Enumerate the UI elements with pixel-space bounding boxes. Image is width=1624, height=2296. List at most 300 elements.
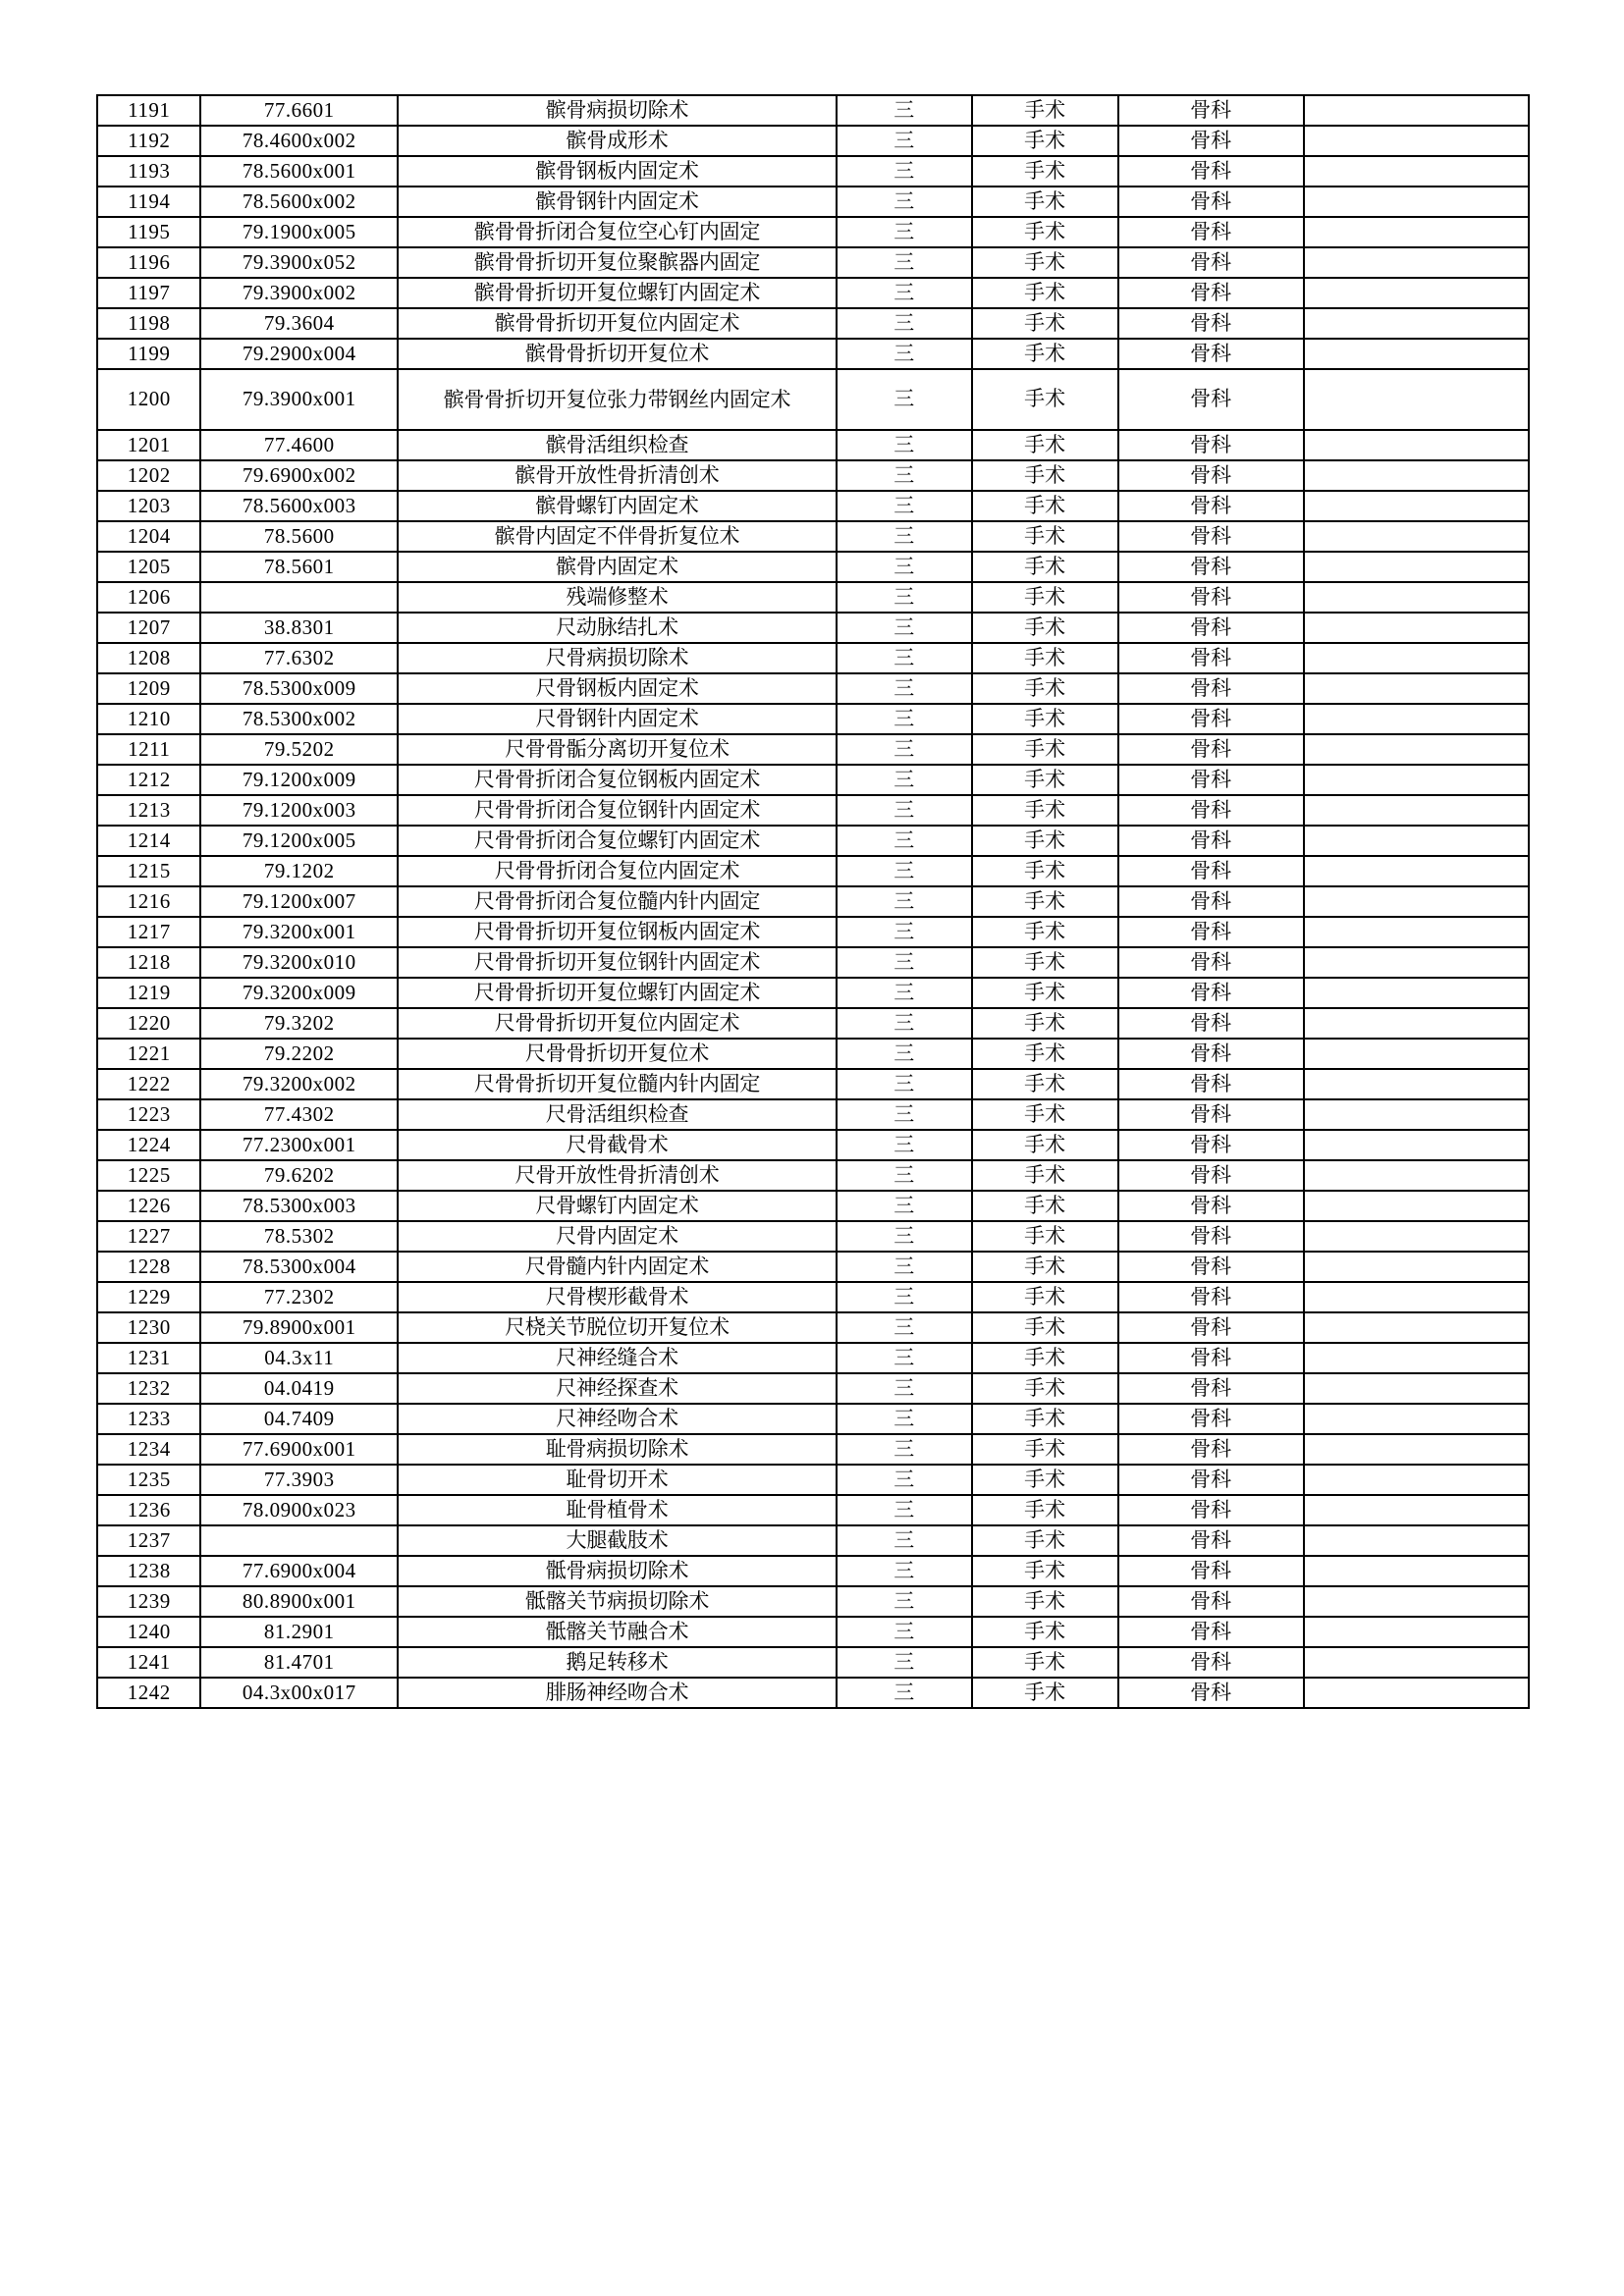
cell-note [1304, 187, 1529, 217]
cell-seq: 1242 [97, 1678, 200, 1708]
cell-note [1304, 1008, 1529, 1039]
cell-type: 手术 [972, 156, 1118, 187]
cell-seq: 1215 [97, 856, 200, 886]
cell-level: 三 [837, 552, 972, 582]
cell-level: 三 [837, 1039, 972, 1069]
cell-name: 耻骨植骨术 [398, 1495, 837, 1525]
cell-name: 髌骨骨折闭合复位空心钉内固定 [398, 217, 837, 247]
cell-note [1304, 1647, 1529, 1678]
cell-dept: 骨科 [1118, 1039, 1304, 1069]
cell-type: 手术 [972, 1586, 1118, 1617]
cell-level: 三 [837, 917, 972, 947]
cell-level: 三 [837, 947, 972, 978]
cell-name: 髌骨骨折切开复位内固定术 [398, 308, 837, 339]
procedure-catalog-table [96, 94, 1530, 1709]
table-row [97, 187, 1529, 217]
cell-dept: 骨科 [1118, 856, 1304, 886]
cell-note [1304, 826, 1529, 856]
cell-code: 77.3903 [200, 1465, 398, 1495]
cell-seq: 1204 [97, 521, 200, 552]
cell-type: 手术 [972, 1556, 1118, 1586]
cell-type: 手术 [972, 1404, 1118, 1434]
cell-name: 髌骨骨折切开复位螺钉内固定术 [398, 278, 837, 308]
cell-seq: 1212 [97, 765, 200, 795]
cell-dept: 骨科 [1118, 247, 1304, 278]
cell-seq: 1220 [97, 1008, 200, 1039]
cell-code: 78.5300x009 [200, 673, 398, 704]
cell-name: 耻骨切开术 [398, 1465, 837, 1495]
cell-code [200, 582, 398, 613]
table-row [97, 1191, 1529, 1221]
cell-dept: 骨科 [1118, 308, 1304, 339]
cell-dept: 骨科 [1118, 339, 1304, 369]
cell-name: 髌骨螺钉内固定术 [398, 491, 837, 521]
cell-note [1304, 247, 1529, 278]
cell-seq: 1225 [97, 1160, 200, 1191]
cell-type: 手术 [972, 460, 1118, 491]
cell-note [1304, 521, 1529, 552]
table-row [97, 521, 1529, 552]
table-row [97, 673, 1529, 704]
cell-code: 77.2302 [200, 1282, 398, 1312]
cell-type: 手术 [972, 704, 1118, 734]
cell-dept: 骨科 [1118, 1160, 1304, 1191]
cell-level: 三 [837, 1647, 972, 1678]
cell-type: 手术 [972, 552, 1118, 582]
cell-code: 81.2901 [200, 1617, 398, 1647]
cell-code: 78.5600 [200, 521, 398, 552]
cell-code: 79.1200x003 [200, 795, 398, 826]
table-row [97, 308, 1529, 339]
cell-note [1304, 1495, 1529, 1525]
cell-code: 79.1200x007 [200, 886, 398, 917]
cell-name: 尺骨骨折切开复位髓内针内固定 [398, 1069, 837, 1099]
cell-name: 尺骨骨折切开复位内固定术 [398, 1008, 837, 1039]
cell-dept: 骨科 [1118, 1008, 1304, 1039]
cell-code: 04.7409 [200, 1404, 398, 1434]
cell-seq: 1194 [97, 187, 200, 217]
cell-name: 骶骨病损切除术 [398, 1556, 837, 1586]
table-row [97, 1130, 1529, 1160]
cell-type: 手术 [972, 1343, 1118, 1373]
cell-note [1304, 95, 1529, 126]
cell-code: 78.5302 [200, 1221, 398, 1252]
cell-dept: 骨科 [1118, 643, 1304, 673]
cell-type: 手术 [972, 1434, 1118, 1465]
cell-note [1304, 1434, 1529, 1465]
cell-code: 79.2900x004 [200, 339, 398, 369]
cell-dept: 骨科 [1118, 1373, 1304, 1404]
table-row [97, 917, 1529, 947]
cell-note [1304, 1252, 1529, 1282]
cell-dept: 骨科 [1118, 1586, 1304, 1617]
table-row [97, 1434, 1529, 1465]
cell-dept: 骨科 [1118, 673, 1304, 704]
cell-seq: 1231 [97, 1343, 200, 1373]
cell-seq: 1224 [97, 1130, 200, 1160]
cell-level: 三 [837, 430, 972, 460]
cell-type: 手术 [972, 582, 1118, 613]
cell-type: 手术 [972, 795, 1118, 826]
cell-seq: 1229 [97, 1282, 200, 1312]
cell-dept: 骨科 [1118, 1130, 1304, 1160]
cell-note [1304, 308, 1529, 339]
cell-seq: 1235 [97, 1465, 200, 1495]
table-row [97, 460, 1529, 491]
cell-level: 三 [837, 187, 972, 217]
cell-code: 79.2202 [200, 1039, 398, 1069]
cell-code: 79.3604 [200, 308, 398, 339]
cell-name: 尺桡关节脱位切开复位术 [398, 1312, 837, 1343]
cell-type: 手术 [972, 308, 1118, 339]
cell-code: 77.6900x004 [200, 1556, 398, 1586]
cell-level: 三 [837, 1191, 972, 1221]
cell-level: 三 [837, 1434, 972, 1465]
cell-code: 78.4600x002 [200, 126, 398, 156]
cell-type: 手术 [972, 247, 1118, 278]
cell-code: 79.1200x009 [200, 765, 398, 795]
cell-code: 81.4701 [200, 1647, 398, 1678]
cell-name: 尺骨骨折切开复位钢针内固定术 [398, 947, 837, 978]
cell-type: 手术 [972, 1008, 1118, 1039]
cell-type: 手术 [972, 1678, 1118, 1708]
cell-name: 髌骨钢针内固定术 [398, 187, 837, 217]
cell-dept: 骨科 [1118, 187, 1304, 217]
cell-code: 78.5300x004 [200, 1252, 398, 1282]
cell-type: 手术 [972, 1160, 1118, 1191]
cell-name: 髌骨钢板内固定术 [398, 156, 837, 187]
table-row [97, 156, 1529, 187]
table-row [97, 765, 1529, 795]
cell-seq: 1199 [97, 339, 200, 369]
cell-level: 三 [837, 1069, 972, 1099]
cell-level: 三 [837, 1373, 972, 1404]
cell-name: 髌骨活组织检查 [398, 430, 837, 460]
cell-level: 三 [837, 582, 972, 613]
cell-seq: 1237 [97, 1525, 200, 1556]
cell-code: 79.8900x001 [200, 1312, 398, 1343]
table-row [97, 1525, 1529, 1556]
cell-note [1304, 978, 1529, 1008]
table-row [97, 1495, 1529, 1525]
cell-seq: 1192 [97, 126, 200, 156]
cell-dept: 骨科 [1118, 582, 1304, 613]
cell-dept: 骨科 [1118, 765, 1304, 795]
table-row [97, 1312, 1529, 1343]
cell-note [1304, 1312, 1529, 1343]
cell-note [1304, 1343, 1529, 1373]
cell-type: 手术 [972, 339, 1118, 369]
cell-seq: 1228 [97, 1252, 200, 1282]
cell-seq: 1205 [97, 552, 200, 582]
cell-level: 三 [837, 247, 972, 278]
cell-type: 手术 [972, 613, 1118, 643]
table-row [97, 1343, 1529, 1373]
cell-dept: 骨科 [1118, 1252, 1304, 1282]
cell-seq: 1213 [97, 795, 200, 826]
cell-seq: 1234 [97, 1434, 200, 1465]
cell-note [1304, 1130, 1529, 1160]
cell-type: 手术 [972, 1282, 1118, 1312]
cell-code: 79.3200x002 [200, 1069, 398, 1099]
cell-type: 手术 [972, 521, 1118, 552]
table-row [97, 978, 1529, 1008]
cell-type: 手术 [972, 1099, 1118, 1130]
cell-note [1304, 339, 1529, 369]
cell-dept: 骨科 [1118, 552, 1304, 582]
table-row [97, 826, 1529, 856]
cell-type: 手术 [972, 1312, 1118, 1343]
cell-level: 三 [837, 491, 972, 521]
cell-note [1304, 1069, 1529, 1099]
cell-type: 手术 [972, 1130, 1118, 1160]
cell-type: 手术 [972, 1373, 1118, 1404]
cell-dept: 骨科 [1118, 734, 1304, 765]
cell-code: 79.1200x005 [200, 826, 398, 856]
cell-dept: 骨科 [1118, 917, 1304, 947]
cell-name: 尺骨开放性骨折清创术 [398, 1160, 837, 1191]
cell-name: 尺骨骨折闭合复位钢板内固定术 [398, 765, 837, 795]
cell-type: 手术 [972, 1252, 1118, 1282]
cell-level: 三 [837, 704, 972, 734]
cell-type: 手术 [972, 673, 1118, 704]
cell-seq: 1202 [97, 460, 200, 491]
cell-note [1304, 1586, 1529, 1617]
cell-type: 手术 [972, 430, 1118, 460]
cell-name: 尺骨骨折闭合复位髓内针内固定 [398, 886, 837, 917]
cell-dept: 骨科 [1118, 430, 1304, 460]
cell-level: 三 [837, 1678, 972, 1708]
cell-type: 手术 [972, 765, 1118, 795]
cell-type: 手术 [972, 1191, 1118, 1221]
table-body [97, 95, 1529, 1708]
cell-note [1304, 1039, 1529, 1069]
cell-seq: 1201 [97, 430, 200, 460]
cell-level: 三 [837, 1252, 972, 1282]
cell-name: 尺神经缝合术 [398, 1343, 837, 1373]
cell-seq: 1211 [97, 734, 200, 765]
cell-seq: 1208 [97, 643, 200, 673]
cell-code: 77.2300x001 [200, 1130, 398, 1160]
cell-note [1304, 856, 1529, 886]
cell-name: 髌骨内固定不伴骨折复位术 [398, 521, 837, 552]
cell-dept: 骨科 [1118, 1404, 1304, 1434]
cell-name: 残端修整术 [398, 582, 837, 613]
table-row [97, 856, 1529, 886]
cell-level: 三 [837, 1617, 972, 1647]
cell-note [1304, 1525, 1529, 1556]
cell-code: 79.1202 [200, 856, 398, 886]
cell-type: 手术 [972, 917, 1118, 947]
cell-type: 手术 [972, 491, 1118, 521]
cell-level: 三 [837, 521, 972, 552]
cell-code: 77.6900x001 [200, 1434, 398, 1465]
cell-dept: 骨科 [1118, 1495, 1304, 1525]
table-row [97, 1617, 1529, 1647]
table-row [97, 339, 1529, 369]
cell-name: 髌骨骨折切开复位术 [398, 339, 837, 369]
table-row [97, 552, 1529, 582]
cell-type: 手术 [972, 1221, 1118, 1252]
cell-dept: 骨科 [1118, 795, 1304, 826]
cell-seq: 1226 [97, 1191, 200, 1221]
cell-note [1304, 1099, 1529, 1130]
table-row [97, 430, 1529, 460]
cell-note [1304, 1465, 1529, 1495]
cell-name: 耻骨病损切除术 [398, 1434, 837, 1465]
cell-level: 三 [837, 217, 972, 247]
table-row [97, 1008, 1529, 1039]
cell-seq: 1236 [97, 1495, 200, 1525]
cell-seq: 1239 [97, 1586, 200, 1617]
cell-name: 骶髂关节融合术 [398, 1617, 837, 1647]
cell-name: 尺动脉结扎术 [398, 613, 837, 643]
cell-seq: 1207 [97, 613, 200, 643]
cell-seq: 1206 [97, 582, 200, 613]
cell-seq: 1233 [97, 1404, 200, 1434]
cell-seq: 1240 [97, 1617, 200, 1647]
cell-note [1304, 795, 1529, 826]
cell-name: 尺骨骨折闭合复位内固定术 [398, 856, 837, 886]
table-row [97, 1404, 1529, 1434]
cell-code: 79.3200x001 [200, 917, 398, 947]
cell-name: 尺骨钢板内固定术 [398, 673, 837, 704]
cell-name: 尺骨骨折切开复位螺钉内固定术 [398, 978, 837, 1008]
cell-name: 尺骨钢针内固定术 [398, 704, 837, 734]
cell-note [1304, 369, 1529, 430]
cell-dept: 骨科 [1118, 217, 1304, 247]
cell-level: 三 [837, 765, 972, 795]
cell-dept: 骨科 [1118, 826, 1304, 856]
cell-name: 尺骨病损切除术 [398, 643, 837, 673]
cell-note [1304, 765, 1529, 795]
cell-dept: 骨科 [1118, 886, 1304, 917]
cell-level: 三 [837, 1525, 972, 1556]
cell-note [1304, 156, 1529, 187]
cell-name: 尺骨髓内针内固定术 [398, 1252, 837, 1282]
cell-note [1304, 1191, 1529, 1221]
cell-type: 手术 [972, 369, 1118, 430]
cell-dept: 骨科 [1118, 1282, 1304, 1312]
cell-type: 手术 [972, 1495, 1118, 1525]
cell-type: 手术 [972, 886, 1118, 917]
cell-note [1304, 643, 1529, 673]
cell-type: 手术 [972, 187, 1118, 217]
cell-level: 三 [837, 1343, 972, 1373]
table-row [97, 947, 1529, 978]
cell-seq: 1219 [97, 978, 200, 1008]
cell-level: 三 [837, 1556, 972, 1586]
cell-dept: 骨科 [1118, 1343, 1304, 1373]
cell-level: 三 [837, 978, 972, 1008]
cell-note [1304, 126, 1529, 156]
cell-seq: 1223 [97, 1099, 200, 1130]
table-row [97, 1465, 1529, 1495]
cell-code: 79.3900x052 [200, 247, 398, 278]
cell-type: 手术 [972, 1647, 1118, 1678]
table-row [97, 1678, 1529, 1708]
cell-type: 手术 [972, 278, 1118, 308]
cell-note [1304, 460, 1529, 491]
cell-code: 77.6302 [200, 643, 398, 673]
cell-seq: 1198 [97, 308, 200, 339]
cell-note [1304, 1678, 1529, 1708]
table-row [97, 795, 1529, 826]
cell-level: 三 [837, 95, 972, 126]
cell-code: 78.5601 [200, 552, 398, 582]
cell-type: 手术 [972, 1617, 1118, 1647]
cell-code: 78.5600x001 [200, 156, 398, 187]
cell-code: 77.4600 [200, 430, 398, 460]
cell-note [1304, 917, 1529, 947]
table-row [97, 126, 1529, 156]
cell-seq: 1217 [97, 917, 200, 947]
cell-code: 04.0419 [200, 1373, 398, 1404]
table-row [97, 1282, 1529, 1312]
cell-code: 77.6601 [200, 95, 398, 126]
cell-name: 大腿截肢术 [398, 1525, 837, 1556]
cell-name: 尺骨螺钉内固定术 [398, 1191, 837, 1221]
cell-type: 手术 [972, 734, 1118, 765]
cell-seq: 1203 [97, 491, 200, 521]
cell-dept: 骨科 [1118, 1434, 1304, 1465]
cell-level: 三 [837, 886, 972, 917]
cell-dept: 骨科 [1118, 1099, 1304, 1130]
cell-name: 骶髂关节病损切除术 [398, 1586, 837, 1617]
cell-code: 79.5202 [200, 734, 398, 765]
cell-type: 手术 [972, 978, 1118, 1008]
cell-seq: 1216 [97, 886, 200, 917]
cell-dept: 骨科 [1118, 1191, 1304, 1221]
table-row [97, 1069, 1529, 1099]
cell-code: 79.3900x001 [200, 369, 398, 430]
cell-code: 78.5600x003 [200, 491, 398, 521]
cell-code: 79.6202 [200, 1160, 398, 1191]
table-row [97, 1373, 1529, 1404]
cell-note [1304, 1221, 1529, 1252]
cell-level: 三 [837, 369, 972, 430]
cell-seq: 1241 [97, 1647, 200, 1678]
cell-dept: 骨科 [1118, 369, 1304, 430]
cell-dept: 骨科 [1118, 521, 1304, 552]
table-row [97, 704, 1529, 734]
cell-seq: 1195 [97, 217, 200, 247]
cell-note [1304, 1160, 1529, 1191]
cell-note [1304, 1282, 1529, 1312]
cell-name: 腓肠神经吻合术 [398, 1678, 837, 1708]
cell-seq: 1230 [97, 1312, 200, 1343]
cell-type: 手术 [972, 1069, 1118, 1099]
table-row [97, 1647, 1529, 1678]
cell-type: 手术 [972, 95, 1118, 126]
cell-name: 尺神经探查术 [398, 1373, 837, 1404]
cell-dept: 骨科 [1118, 1069, 1304, 1099]
cell-seq: 1191 [97, 95, 200, 126]
cell-note [1304, 552, 1529, 582]
cell-dept: 骨科 [1118, 1617, 1304, 1647]
table-row [97, 1039, 1529, 1069]
cell-type: 手术 [972, 1465, 1118, 1495]
table-row [97, 582, 1529, 613]
cell-level: 三 [837, 1130, 972, 1160]
table-row [97, 1099, 1529, 1130]
cell-code: 77.4302 [200, 1099, 398, 1130]
cell-type: 手术 [972, 856, 1118, 886]
cell-dept: 骨科 [1118, 1556, 1304, 1586]
cell-level: 三 [837, 1282, 972, 1312]
cell-name: 髌骨开放性骨折清创术 [398, 460, 837, 491]
cell-type: 手术 [972, 126, 1118, 156]
